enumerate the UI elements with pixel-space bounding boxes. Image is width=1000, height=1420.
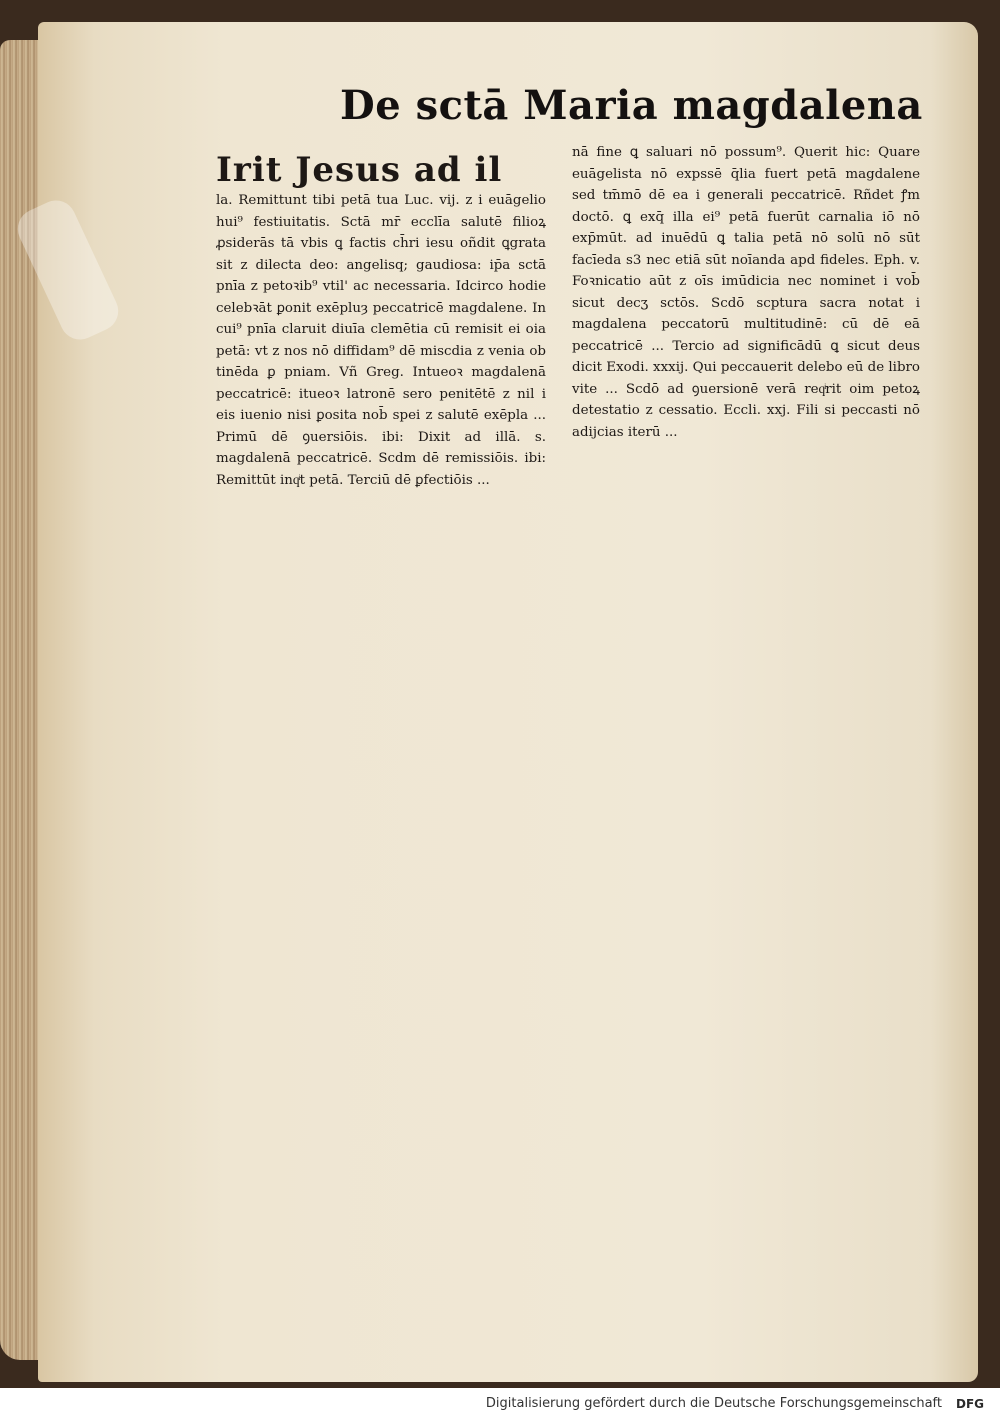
initial-line: Irit Jesus ad il xyxy=(216,150,503,190)
left-column-text: la. Remittunt tibi petā tua Luc. vij. z i euāgelio hui⁹ festiuitatis. Sctā mr̄ ecclīa salutē filioꝝ ꝓsiderās tā vbis ꝗ factis ch̄ri iesu oñdit ꝗgrata sit z dilecta deo: angelisq; gaudiosa: ip̄a sctā pnīa z petoꝛib⁹ vtil' ac necessaria. Idcirco hodie celebꝛāt ꝑonit exēpluȝ peccatricē magdalene. In cui⁹ pnīa claruit diuīa clemētia cū remisit ei oia petā: vt z nos nō diffidam⁹ dē miscdia z venia ob tinēda ꝑ pniam. Vñ Greg. Intueoꝛ magdalenā peccatricē: itueoꝛ latronē sero penitētē z nil i eis iuenio nisi ꝑosita nob̄ spei z salutē exēpla ... Primū dē ꝯuersiōis. ibi: Dixit ad illā. s. magdalenā peccatricē. Scdm dē remissiōis. ibi: Remittūt inqͥt petā. Terciū dē ꝑfectiōis ... xyxy=(216,193,546,488)
funding-credit: Digitalisierung gefördert durch die Deutsche Forschungsgemeinschaft xyxy=(485,1396,942,1411)
left-text-column xyxy=(216,150,546,491)
footer-bar xyxy=(0,1388,1000,1420)
dfg-logo-icon: DFG xyxy=(955,1397,984,1411)
right-column-text: nā fine ꝗ saluari nō possum⁹. Querit hic: Quare euāgelista nō expssē q̄lia fuert petā magdalene sed tm̄mō dē ea i generali peccatricē. Rñdet ꝭm doctō. ꝗ exq̄ illa ei⁹ petā fuerūt carnalia iō nō exp̄mūt. ad inuēdū ꝗ talia petā nō solū nō sūt facīeda s3 nec etiā sūt noīanda apd fideles. Eph. v. Foꝛnicatio aūt z oīs imūdicia nec nominet i vob̄ sicut decʒ sctōs. Scdō scptura sacra notat i magdalena peccatorū multitudinē: cū dē eā peccatricē ... Tercio ad significādū ꝗ sicut deus dicit Exodi. xxxij. Qui peccauerit delebo eū de libro vite ... Scdō ad ꝯuersionē verā reqͥrit oim petoꝝ detestatio z cessatio. Eccli. xxj. Fili si peccasti nō adijcias iterū ... xyxy=(572,145,920,440)
page-title: De sctā Maria magdalena xyxy=(340,82,923,129)
right-text-column xyxy=(572,142,920,443)
